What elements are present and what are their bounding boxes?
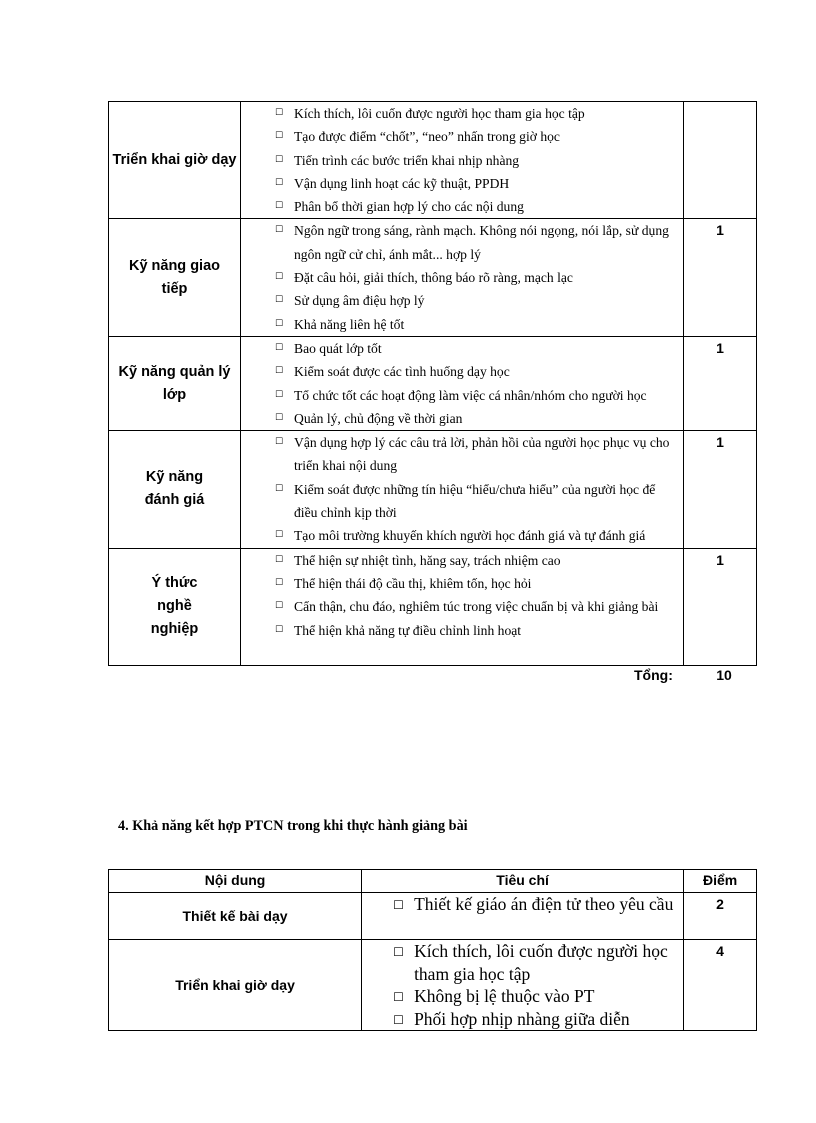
checkbox-icon: ☐ xyxy=(275,108,284,118)
criterion-item: ☐ Cẩn thận, chu đáo, nghiêm túc trong việc chuẩn bị và khi giảng bài xyxy=(241,595,683,618)
category-label: Ý thức nghề nghiệp xyxy=(150,575,199,638)
total-row xyxy=(108,667,757,687)
criterion-item: ☐ Phối hợp nhịp nhàng giữa diễn xyxy=(362,1008,683,1031)
category-label: Kỹ năng giao tiếp xyxy=(128,257,221,297)
checkbox-icon: ☐ xyxy=(275,131,284,142)
checkbox-icon: ☐ xyxy=(275,412,284,423)
table-row xyxy=(109,940,757,1031)
criteria-cell xyxy=(241,219,684,336)
score-cell: 1 xyxy=(684,336,757,430)
category-cell xyxy=(109,102,241,219)
criterion-item: ☐ Kiểm soát được các tình huống dạy học xyxy=(241,360,683,383)
score-cell: 1 xyxy=(684,431,757,548)
criterion-item: ☐ Vận dụng hợp lý các câu trả lời, phản hồi của người học phục vụ cho triển khai nội dung xyxy=(241,431,683,478)
category-cell xyxy=(109,219,241,336)
table-row xyxy=(109,219,757,336)
checkbox-icon: ☐ xyxy=(275,225,284,236)
category-label: Kỹ năng quản lý lớp xyxy=(118,363,231,403)
ptcn-table xyxy=(108,869,757,1031)
category-cell xyxy=(109,431,241,548)
score-cell: 1 xyxy=(684,548,757,665)
table-row xyxy=(109,102,757,219)
table-row xyxy=(109,431,757,548)
criterion-item: ☐ Sử dụng âm điệu hợp lý xyxy=(241,289,683,312)
criterion-item: ☐ Thể hiện thái độ cầu thị, khiêm tốn, học hỏi xyxy=(241,572,683,595)
criterion-item: ☐ Vận dụng linh hoạt các kỹ thuật, PPDH xyxy=(241,172,683,195)
criterion-item: ☐ Khả năng liên hệ tốt xyxy=(241,313,683,336)
category-label: Kỹ năng đánh giá xyxy=(144,469,205,509)
checkbox-icon: ☐ xyxy=(275,342,284,353)
checkbox-icon: ☐ xyxy=(275,366,284,377)
header-criteria: Tiêu chí xyxy=(362,870,684,893)
score-cell: 4 xyxy=(684,940,757,1031)
header-score: Điểm xyxy=(684,870,757,893)
score-cell xyxy=(684,102,757,219)
checkbox-icon: ☐ xyxy=(393,1012,404,1027)
criterion-item: ☐ Tiến trình các bước triển khai nhịp nhàng xyxy=(241,149,683,172)
checkbox-icon: ☐ xyxy=(275,201,284,212)
table-row xyxy=(109,893,757,940)
criterion-item: ☐ Kiểm soát được những tín hiệu “hiểu/chưa hiểu” của người học để điều chỉnh kịp thời xyxy=(241,478,683,525)
criterion-item: ☐ Ngôn ngữ trong sáng, rành mạch. Không nói ngọng, nói lắp, sử dụng ngôn ngữ cử chỉ, ánh mắt... hợp lý xyxy=(241,219,683,266)
criterion-item: ☐ Tạo môi trường khuyến khích người học đánh giá và tự đánh giá xyxy=(241,524,683,547)
checkbox-icon: ☐ xyxy=(393,898,404,912)
checkbox-icon: ☐ xyxy=(393,990,404,1004)
criterion-item: ☐ Thiết kế giáo án điện tử theo yêu cầu xyxy=(362,893,683,916)
checkbox-icon: ☐ xyxy=(275,624,284,635)
checkbox-icon: ☐ xyxy=(275,177,284,188)
category-cell xyxy=(109,548,241,665)
checkbox-icon: ☐ xyxy=(275,318,284,329)
criteria-cell xyxy=(362,940,684,1031)
checkbox-icon: ☐ xyxy=(275,554,284,565)
section-heading: 4. Khả năng kết hợp PTCN trong khi thực hành giảng bài xyxy=(118,818,468,834)
checkbox-icon: ☐ xyxy=(275,601,284,612)
criterion-item: ☐ Thể hiện sự nhiệt tình, hăng say, trách nhiệm cao xyxy=(241,549,683,572)
checkbox-icon: ☐ xyxy=(275,530,284,541)
criteria-cell xyxy=(241,336,684,430)
header-content: Nội dung xyxy=(109,870,362,893)
criteria-cell xyxy=(241,548,684,665)
checkbox-icon: ☐ xyxy=(275,483,284,494)
table-row xyxy=(109,336,757,430)
table-row xyxy=(109,548,757,665)
checkbox-icon: ☐ xyxy=(275,272,284,283)
checkbox-icon: ☐ xyxy=(393,945,404,959)
criterion-item: ☐ Quản lý, chủ động về thời gian xyxy=(241,407,683,430)
criterion-item: ☐ Bao quát lớp tốt xyxy=(241,337,683,360)
checkbox-icon: ☐ xyxy=(275,389,284,400)
total-label: Tổng: xyxy=(634,667,673,683)
criterion-item: ☐ Tạo được điểm “chốt”, “neo” nhấn trong giờ học xyxy=(241,125,683,148)
criterion-item: ☐ Tổ chức tốt các hoạt động làm việc cá nhân/nhóm cho người học xyxy=(241,384,683,407)
checkbox-icon: ☐ xyxy=(275,437,284,448)
criteria-cell xyxy=(241,431,684,548)
category-label: Triển khai giờ dạy xyxy=(112,151,237,168)
criterion-item: ☐ Kích thích, lôi cuốn được người học tham gia học tập xyxy=(241,102,683,125)
table-header-row xyxy=(109,870,757,893)
content-cell: Thiết kế bài dạy xyxy=(109,893,362,940)
category-cell xyxy=(109,336,241,430)
score-cell: 1 xyxy=(684,219,757,336)
checkbox-icon: ☐ xyxy=(275,577,284,588)
criterion-item: ☐ Không bị lệ thuộc vào PT xyxy=(362,985,683,1008)
total-value: 10 xyxy=(716,667,732,683)
evaluation-table xyxy=(108,101,757,666)
content-cell: Triển khai giờ dạy xyxy=(109,940,362,1031)
criteria-cell xyxy=(362,893,684,940)
checkbox-icon: ☐ xyxy=(275,154,284,165)
checkbox-icon: ☐ xyxy=(275,295,284,306)
score-cell: 2 xyxy=(684,893,757,940)
criteria-cell xyxy=(241,102,684,219)
criterion-item: ☐ Phân bổ thời gian hợp lý cho các nội dung xyxy=(241,195,683,218)
criterion-item: ☐ Đặt câu hỏi, giải thích, thông báo rõ ràng, mạch lạc xyxy=(241,266,683,289)
criterion-item: ☐ Kích thích, lôi cuốn được người học tham gia học tập xyxy=(393,941,668,984)
criterion-item: ☐ Thể hiện khả năng tự điều chỉnh linh hoạt xyxy=(241,619,683,642)
